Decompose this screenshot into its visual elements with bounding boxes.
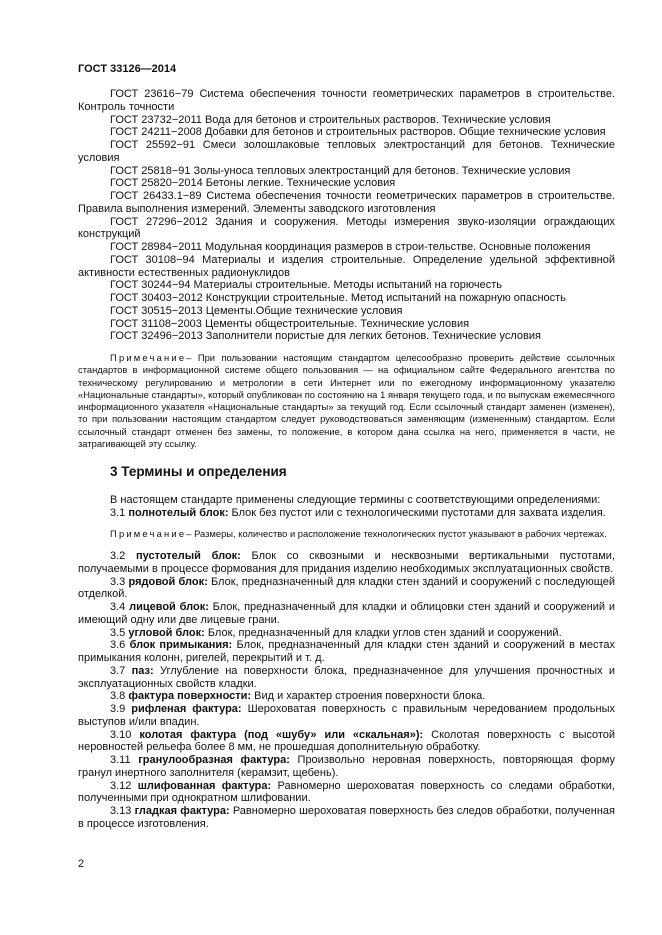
reference-item: ГОСТ 24211−2008 Добавки для бетонов и строительных растворов. Общие технические условия: [110, 126, 606, 139]
term-name: пустотелый блок:: [135, 550, 241, 563]
note-label: Примечание: [110, 527, 187, 539]
reference-item: ГОСТ 23616−79 Система обеспечения точности геометрических параметров в строительстве. Контроль точности: [78, 88, 615, 113]
term-number: 3.5: [110, 626, 126, 639]
term-definition: [78, 507, 615, 520]
term-definition: [78, 627, 615, 640]
note-references: [78, 352, 615, 450]
term-number: 3.9: [110, 703, 126, 716]
term-number: 3.12: [110, 779, 132, 792]
term-name: блок примыкания:: [129, 639, 233, 652]
term-number: 3.11: [110, 754, 131, 767]
term-definition: [78, 729, 615, 755]
term-number: 3.10: [110, 728, 132, 741]
reference-item: ГОСТ 27296−2012 Здания и сооружения. Методы измерения звуко-изоляции ограждающих конструкций: [78, 215, 615, 241]
term-number: 3.7: [110, 664, 126, 677]
term-definition: [78, 754, 615, 780]
reference-item: ГОСТ 30244−94 Материалы строительные. Методы испытаний на горючесть: [110, 279, 503, 292]
section-intro: В настоящем стандарте применены следующие термины с соответствующими определениями:: [110, 494, 601, 507]
reference-item: ГОСТ 32496−2013 Заполнители пористые для легких бетонов. Технические условия: [110, 330, 541, 343]
reference-item: ГОСТ 26433.1−89 Система обеспечения точности геометрических параметров в строительстве. Правила выполнения измерений. Элементы заводского изготовления: [78, 190, 615, 215]
terms-list: [78, 507, 615, 520]
term-number: 3.2: [110, 550, 126, 563]
term-definition: [78, 690, 615, 703]
term-text: Вид и характер строения поверхности блока.: [254, 690, 486, 703]
term-definition: [78, 703, 615, 729]
term-name: полнотелый блок:: [128, 507, 229, 520]
term-name: гранулообразная фактура:: [138, 754, 290, 767]
term-number: 3.8: [110, 690, 126, 703]
reference-item: ГОСТ 30403−2012 Конструкции строительные. Метод испытаний на пожарную опасность: [110, 292, 566, 304]
term-number: 3.6: [110, 639, 126, 652]
term-text: Равномерно шероховатая поверхность со следами обработки, полученными при однократном шлифовании.: [78, 779, 615, 805]
term-text: Блок, предназначенный для кладки углов стен зданий и сооружений.: [207, 626, 562, 639]
note-text: – Размеры, количество и расположение технологических пустот указывают в рабочих чертежах.: [186, 527, 607, 539]
note-term-3-1: [78, 528, 615, 540]
term-definition: [78, 665, 615, 691]
normative-references-list: [78, 88, 615, 343]
term-text: Произвольно неровная поверхность, повторяющая форму гранул инертного заполнителя (керамзит, щебень).: [78, 754, 616, 779]
term-text: Блок со сквозными и несквозными вертикальными пустотами, получаемыми в процессе формования для придания изделию необходимых эксплуатационных свойств.: [78, 550, 616, 575]
note-text: – При пользовании настоящим стандартом целесообразно проверить действие ссылочных стандартов в информационной системе общего пользования — на официальном сайте Федерального агентства по техническому регулированию и метрологии в сети Интернет или по ежегодному информационному указателю «Национальные стандарты», который опубликован по состоянию на 1 января текущего года, и по выпускам ежемесячного информационного указателя «Национальные стандарты» за текущий год. Если ссылочный стандарт заменен (изменен), то при пользовании настоящим стандартом следует руководствоваться заменяющим (измененным) стандартом. Если ссылочный стандарт отменен без замены, то положение, в котором дана ссылка на него, применяется в части, не затрагивающей эту ссылку.: [78, 352, 615, 450]
reference-item: ГОСТ 30515−2013 Цементы.Общие технические условия: [110, 304, 403, 317]
term-text: Блок, предназначенный для кладки стен зданий и сооружений с последующей отделкой.: [78, 575, 615, 601]
term-text: Блок без пустот или с технологическими пустотами для захвата изделия.: [231, 507, 606, 520]
reference-item: ГОСТ 30108−94 Материалы и изделия строительные. Определение удельной эффективной активности естественных радионуклидов: [78, 253, 615, 279]
term-number: 3.4: [110, 601, 126, 614]
term-text: Равномерно шероховатая поверхность без следов обработки, полученная в процессе изготовления.: [78, 805, 616, 830]
reference-item: ГОСТ 25820−2014 Бетоны легкие. Технические условия: [110, 177, 396, 190]
note-label: Примечание: [110, 352, 187, 363]
terms-list: [78, 550, 615, 831]
term-number: 3.13: [110, 805, 132, 818]
term-definition: [78, 550, 615, 576]
page-number: 2: [78, 858, 85, 870]
term-name: шлифованная фактура:: [137, 779, 272, 792]
document-page: [78, 62, 615, 831]
term-name: угловой блок:: [128, 626, 205, 639]
reference-item: ГОСТ 28984−2011 Модульная координация размеров в строи-тельстве. Основные положения: [110, 241, 591, 253]
term-text: Сколотая поверхность с высотой неровностей рельефа более 8 мм, не прошедшая дополнительную обработку.: [78, 728, 616, 754]
term-name: колотая фактура (под «шубу» или «скальная»):: [139, 728, 424, 741]
term-number: 3.1: [110, 507, 126, 520]
term-definition: [78, 805, 615, 831]
term-number: 3.3: [110, 575, 126, 588]
reference-item: ГОСТ 25592−91 Смеси золошлаковые тепловых электростанций для бетонов. Технические условия: [78, 139, 615, 164]
reference-item: ГОСТ 25818−91 Золы-уноса тепловых электростанций для бетонов. Технические условия: [110, 164, 571, 177]
section-heading: 3 Термины и определения: [110, 464, 287, 480]
term-name: фактура поверхности:: [128, 690, 252, 703]
reference-item: ГОСТ 23732−2011 Вода для бетонов и строительных растворов. Технические условия: [110, 113, 551, 126]
term-definition: [78, 601, 615, 627]
term-name: рядовой блок:: [128, 575, 208, 588]
term-name: рифленая фактура:: [131, 703, 242, 716]
term-text: Блок, предназначенный для кладки и облицовки стен зданий и сооружений и имеющий одну или две лицевые грани.: [78, 601, 615, 626]
term-text: Блок, предназначенный для кладки стен зданий и сооружений в местах примыкания колонн, ригелей, перекрытий и т. д.: [78, 639, 616, 665]
term-name: паз:: [131, 664, 154, 677]
term-text: Шероховатая поверхность с правильным чередованием продольных выступов и/или впадин.: [78, 703, 615, 728]
term-definition: [78, 576, 615, 602]
document-code: ГОСТ 33126—2014: [78, 63, 177, 75]
term-name: гладкая фактура:: [134, 805, 230, 818]
term-definition: [78, 780, 615, 806]
term-name: лицевой блок:: [129, 601, 209, 614]
term-definition: [78, 639, 615, 665]
term-text: Углубление на поверхности блока, предназначенное для улучшения прочностных и эксплуатационных свойств кладки.: [78, 664, 616, 690]
reference-item: ГОСТ 31108−2003 Цементы общестроительные. Технические условия: [110, 317, 470, 330]
